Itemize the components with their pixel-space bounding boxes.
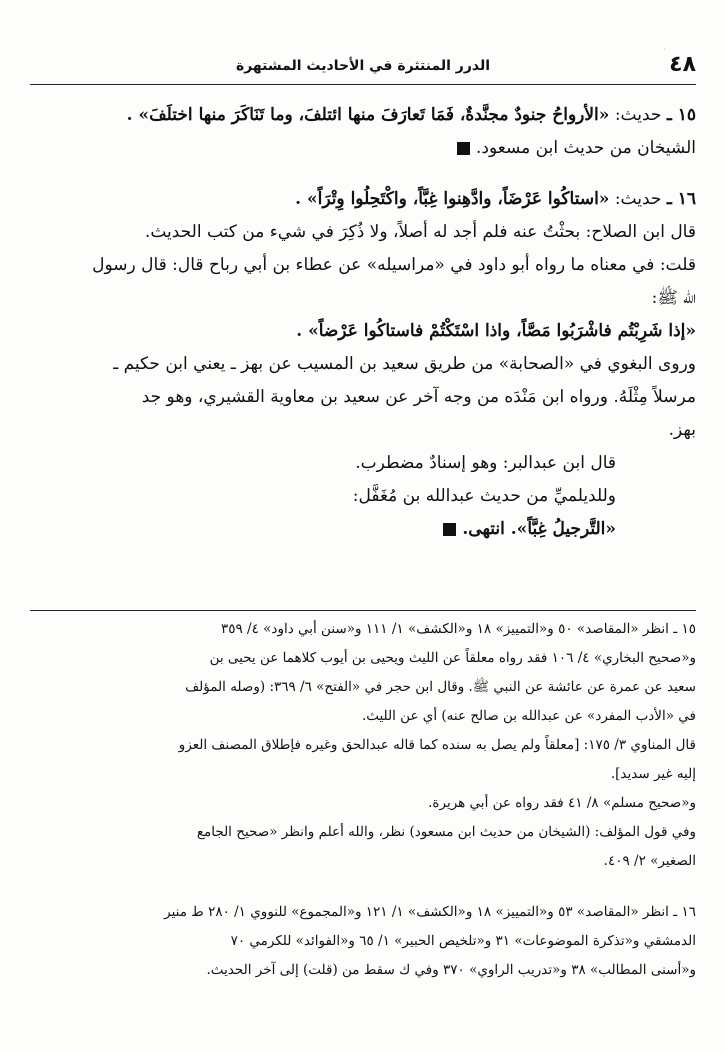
running-head bbox=[30, 52, 696, 85]
entry-16-line-1 bbox=[30, 183, 696, 216]
entry-16-line-11 bbox=[30, 513, 696, 546]
page-body bbox=[30, 52, 696, 546]
book-title: الدرر المنتثرة في الأحاديث المشتهرة bbox=[235, 58, 491, 74]
footnote-16 bbox=[30, 898, 696, 985]
footnote-divider bbox=[30, 610, 696, 611]
entry-16 bbox=[30, 183, 696, 546]
hadith-text: «الأرواحُ جنودٌ مجنَّدةٌ، فَمَا تَعارَفَ منها ائتلفَ، وما تَنَاكَرَ منها اختلَفَ» . bbox=[126, 105, 610, 125]
entry-16-line-4: الله ﷺ: bbox=[651, 288, 696, 308]
footnote-line: وفي قول المؤلف: (الشيخان من حديث ابن مسعود) نظر، والله أعلم وانظر «صحيح الجامع bbox=[196, 824, 696, 840]
entry-16-line-8: بهز. bbox=[668, 420, 696, 440]
entry-16-line-9: قال ابن عبدالبر: وهو إسنادٌ مضطرب. bbox=[355, 453, 616, 473]
entry-16-line-5: «إذا شَرِبْتُم فاشْرَبُوا مَصَّاً، واذا اسْتَكْتُمْ فاستاكُوا عَرْضاً» . bbox=[296, 321, 696, 341]
entry-15-line-2 bbox=[30, 132, 696, 165]
footnote-line: ١٦ ـ انظر «المقاصد» ٥٣ و«التمييز» ١٨ و«الكشف» ١/ ١٢١ و«المجموع» للنووي ١/ ٢٨٠ ط منير bbox=[164, 904, 696, 920]
footnote-line: و«أسنى المطالب» ٣٨ و«تدريب الراوي» ٣٧٠ وفي ك سقط من (قلت) إلى آخر الحديث. bbox=[206, 962, 696, 978]
hadith-text: «التَّرجيلُ غِبَّاً». انتهى. bbox=[462, 519, 616, 539]
page-number: ٤٨ bbox=[669, 52, 696, 77]
entry-16-line-10: وللديلميِّ من حديث عبدالله بن مُغَفَّل: bbox=[352, 486, 616, 506]
footnote-line: سعيد عن عمرة عن عائشة عن النبي ﷺ. وقال ابن حجر في «الفتح» ٦/ ٣٦٩: (وصله المؤلف bbox=[185, 679, 696, 695]
footnote-line: قال المناوي ٣/ ١٧٥: [معلقاً ولم يصل به سنده كما قاله عبدالحق وغيره فإطلاق المصنف العزو bbox=[178, 737, 696, 753]
footnote-line: الصغير» ٢/ ٤٠٩. bbox=[603, 853, 696, 869]
entry-16-line-3: قلت: في معناه ما رواه أبو داود في «مراسيله» عن عطاء بن أبي رباح قال: قال رسول bbox=[92, 255, 696, 275]
entry-number: ١٥ ـ bbox=[666, 105, 696, 125]
footnotes bbox=[30, 610, 696, 985]
entry-16-line-6: وروى البغوي في «الصحابة» من طريق سعيد بن المسيب عن بهز ـ يعني ابن حكيم ـ bbox=[113, 354, 696, 374]
hadith-text: «استاكُوا عَرْضَاً، وادَّهِنوا غِبَّاً، واكْتَحِلُوا وِتْرَاً» . bbox=[295, 189, 610, 209]
entry-15 bbox=[30, 99, 696, 165]
footnote-line: في «الأدب المفرد» عن عبدالله بن صالح عنه) أي عن الليث. bbox=[361, 708, 696, 724]
footnote-line: إليه غير سديد]. bbox=[610, 766, 696, 782]
entry-16-line-7: مرسلاً مِثْلَهُ. ورواه ابن مَنْدَه من وجه آخر عن سعيد بن معاوية القشيري، وهو جد bbox=[141, 387, 696, 407]
end-of-entry-mark bbox=[457, 142, 470, 155]
entry-label: حديث: bbox=[614, 189, 662, 209]
entry-15-line-1 bbox=[30, 99, 696, 132]
scan-speck: · bbox=[662, 45, 666, 56]
entry-16-line-2: قال ابن الصلاح: بحثْتُ عنه فلم أجد له أصلاً، ولا ذُكِرَ في شيء من كتب الحديث. bbox=[144, 222, 696, 242]
source-text: الشيخان من حديث ابن مسعود. bbox=[476, 138, 696, 158]
footnote-15 bbox=[30, 615, 696, 876]
footnote-line: الدمشقي و«تذكرة الموضوعات» ٣١ و«تلخيص الحبير» ١/ ٦٥ و«الفوائد» للكرمي ٧٠ bbox=[230, 933, 696, 949]
end-of-entry-mark bbox=[443, 523, 456, 536]
footnote-line: و«صحيح البخاري» ٤/ ١٠٦ فقد رواه معلقاً عن الليث ويحيى بن أيوب كلاهما عن يحيى بن bbox=[209, 650, 696, 666]
entry-label: حديث: bbox=[614, 105, 662, 125]
footnote-line: ١٥ ـ انظر «المقاصد» ٥٠ و«التمييز» ١٨ و«الكشف» ١/ ١١١ و«سنن أبي داود» ٤/ ٣٥٩ bbox=[221, 621, 696, 637]
footnote-line: و«صحيح مسلم» ٨/ ٤١ فقد رواه عن أبي هريرة. bbox=[428, 795, 696, 811]
entry-number: ١٦ ـ bbox=[666, 189, 696, 209]
